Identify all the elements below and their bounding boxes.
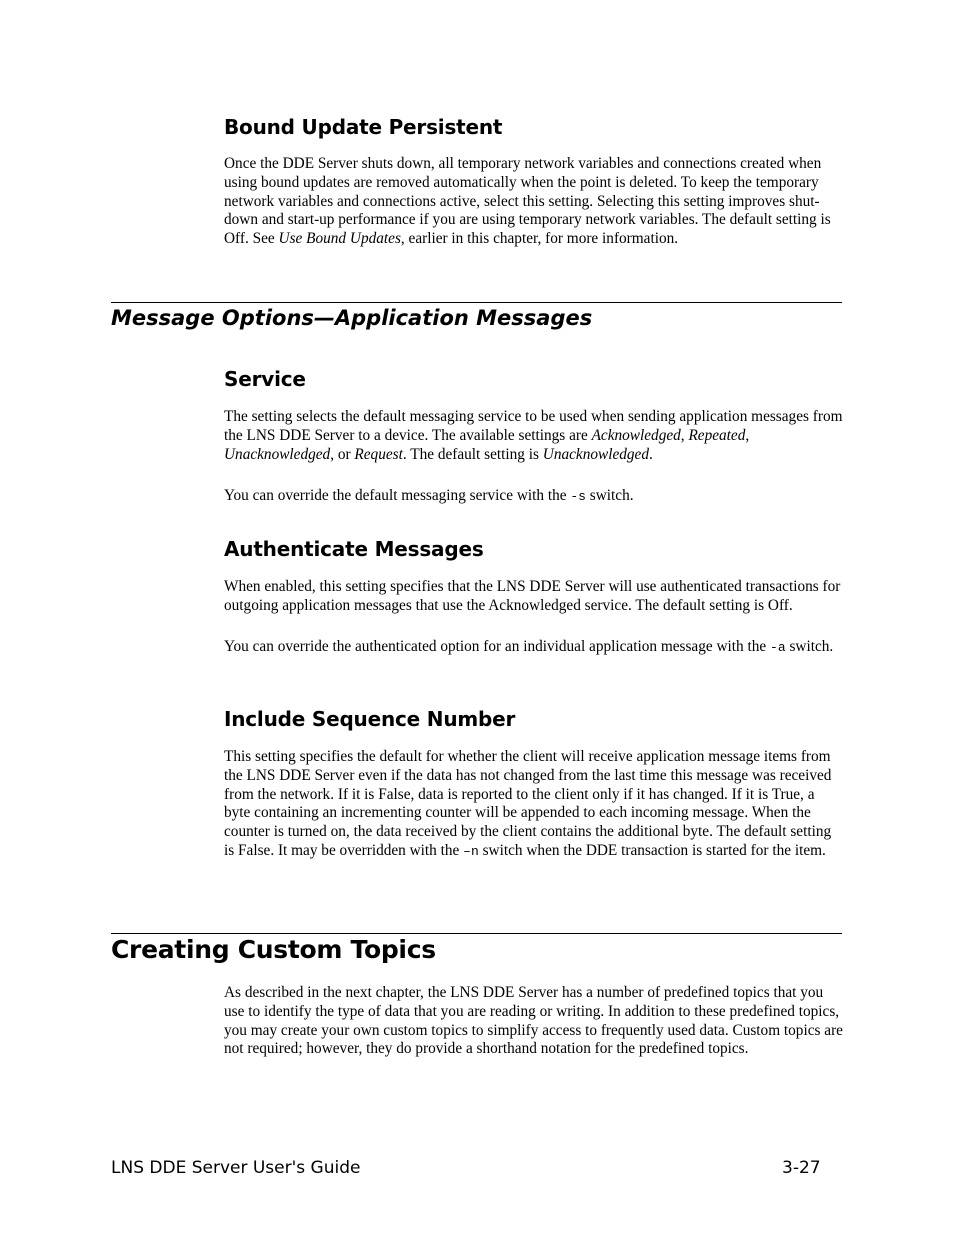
text-run: , or <box>330 445 355 463</box>
text-run: . <box>648 445 653 463</box>
text-run: Once the DDE Server shuts down, all temporary network variables and connections created when using bound updates are removed automatically when the point is deleted. To keep the temporary network variables and connections active, select this setting. Selecting this setting improves shut-down and start-up performance if you are using temporary network variables. The default setting is Off. See <box>224 155 831 248</box>
service-paragraph-2 <box>224 487 844 507</box>
text-run: You can override the authenticated option for an individual application message with the <box>224 638 771 655</box>
text-run: You can override the default messaging service with the <box>224 487 571 504</box>
option-request: Request <box>354 445 403 463</box>
option-acknowledged: Acknowledged <box>591 426 681 444</box>
text-run: . The default setting is <box>402 445 543 463</box>
switch-code: -a <box>770 640 786 655</box>
default-value: Unacknowledged <box>542 445 649 463</box>
text-run: switch when the DDE transaction is started for the item. <box>478 841 826 859</box>
text-run: switch. <box>585 487 634 504</box>
section-rule <box>111 302 842 303</box>
switch-code: -s <box>570 489 586 504</box>
footer-title: LNS DDE Server User's Guide <box>111 1158 361 1178</box>
cross-reference: Use Bound Updates <box>278 230 401 248</box>
section-heading-sequence: Include Sequence Number <box>224 707 516 731</box>
text-run: , <box>680 426 689 444</box>
option-unacknowledged: Unacknowledged <box>224 445 331 463</box>
text-run: switch. <box>785 638 834 655</box>
text-run: This setting specifies the default for whether the client will receive application message items from the LNS DDE Server even if the data has not changed from the last time this message was received from the network. If it is False, data is reported to the client only if it has changed. If it is True, a byte containing an incrementing counter will be appended to each incoming message. When the counter is turned on, the data received by the client contains the additional byte. The default setting is False. It may be overridden with the <box>224 748 832 859</box>
switch-code: –n <box>463 843 479 859</box>
page-number: 3-27 <box>782 1158 821 1178</box>
service-paragraph-1 <box>224 408 844 464</box>
option-repeated: Repeated <box>688 426 746 444</box>
section-heading-authenticate: Authenticate Messages <box>224 537 484 561</box>
authenticate-paragraph-1: When enabled, this setting specifies that the LNS DDE Server will use authenticated transactions for outgoing application messages that use the Acknowledged service. The default setting is Off. <box>224 578 841 614</box>
section-heading-service: Service <box>224 367 306 391</box>
chapter-rule <box>111 933 842 934</box>
authenticate-paragraph-2 <box>224 638 844 658</box>
text-run: , earlier in this chapter, for more information. <box>400 230 679 248</box>
custom-topics-paragraph: As described in the next chapter, the LNS DDE Server has a number of predefined topics that you use to identify the type of data that you are reading or writing. In addition to these predefined topics, you may create your own custom topics to simplify access to frequently used data. Custom topics are not required; however, they do provide a shorthand notation for the predefined topics. <box>224 984 843 1058</box>
section-heading-custom-topics: Creating Custom Topics <box>111 935 436 964</box>
section-heading-message-options: Message Options—Application Messages <box>111 306 593 330</box>
text-run: , <box>745 426 750 444</box>
text-run: The setting selects the default messaging service to be used when sending application messages from the LNS DDE Server to a device. The available settings are <box>224 408 843 444</box>
bound-update-paragraph <box>224 155 844 249</box>
sequence-paragraph <box>224 748 844 862</box>
section-heading-bound-update: Bound Update Persistent <box>224 115 503 139</box>
